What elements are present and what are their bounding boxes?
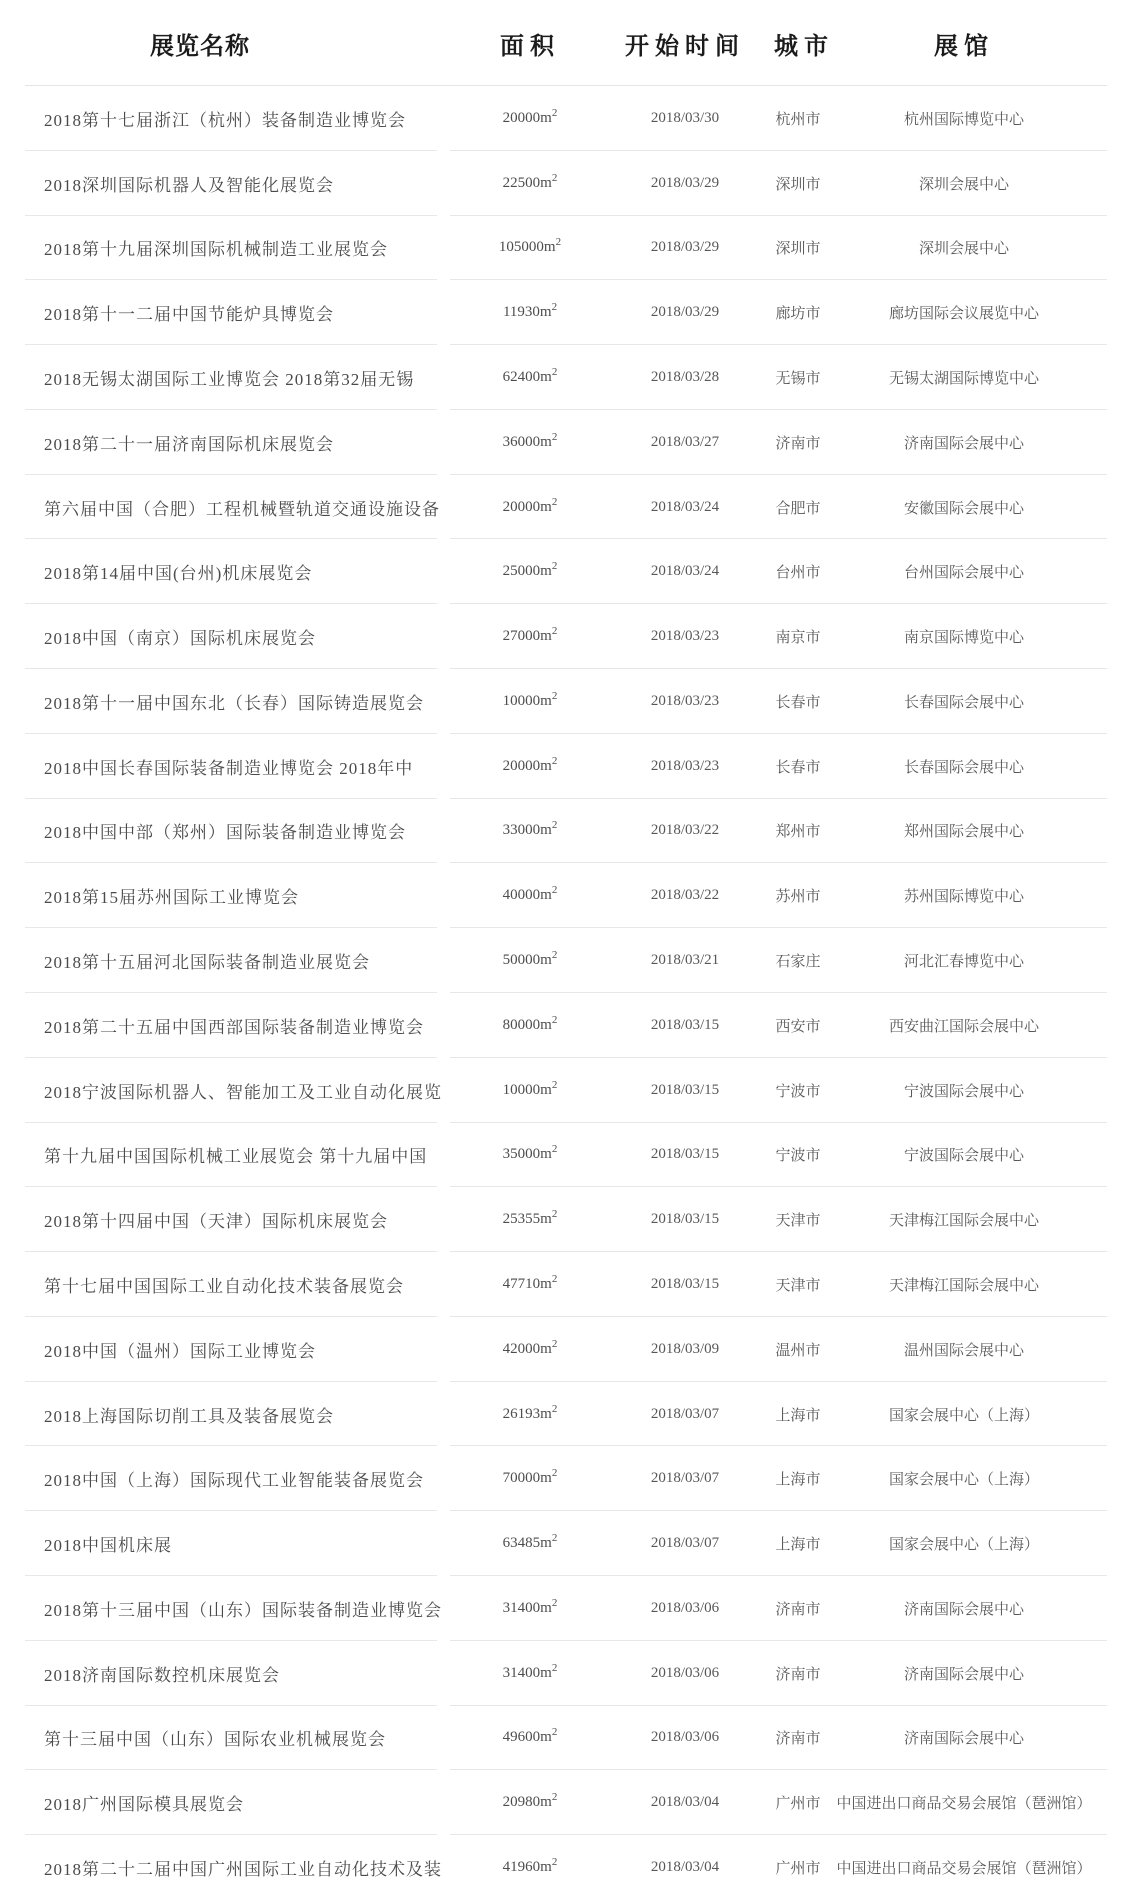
exhibition-table-body bbox=[0, 86, 1132, 1900]
exhibition-name-cell[interactable]: 2018第二十二届中国广州国际工业自动化技术及装 bbox=[44, 1859, 442, 1879]
exhibition-start-date-cell: 2018/03/15 bbox=[650, 1146, 720, 1163]
table-row bbox=[0, 1446, 1132, 1511]
exhibition-name-cell[interactable]: 2018第十九届深圳国际机械制造工业展览会 bbox=[44, 240, 388, 260]
exhibition-venue-cell: 安徽国际会展中心 bbox=[903, 500, 1024, 517]
column-header-start-date: 开始时间 bbox=[625, 32, 745, 60]
exhibition-venue-cell: 宁波国际会展中心 bbox=[903, 1148, 1024, 1165]
exhibition-area-cell: $70000m^2$ bbox=[502, 1467, 558, 1487]
exhibition-area-cell: $10000m^2$ bbox=[502, 1078, 558, 1098]
exhibition-start-date-cell: 2018/03/15 bbox=[650, 1211, 720, 1228]
table-row bbox=[0, 1382, 1132, 1447]
table-row bbox=[0, 604, 1132, 669]
exhibition-city-cell: 济南市 bbox=[775, 1666, 821, 1683]
exhibition-area-cell: $36000m^2$ bbox=[502, 430, 558, 450]
exhibition-venue-cell: 苏州国际博览中心 bbox=[903, 889, 1024, 906]
exhibition-venue-cell: 天津梅江国际会展中心 bbox=[888, 1213, 1039, 1230]
exhibition-venue-cell: 长春国际会展中心 bbox=[903, 759, 1024, 776]
exhibition-area-cell: $41960m^2$ bbox=[502, 1855, 558, 1875]
exhibition-venue-cell: 宁波国际会展中心 bbox=[903, 1083, 1024, 1100]
table-row bbox=[0, 669, 1132, 734]
exhibition-venue-cell: 温州国际会展中心 bbox=[903, 1342, 1024, 1359]
exhibition-venue-cell: 廊坊国际会议展览中心 bbox=[888, 306, 1039, 323]
table-row bbox=[0, 1641, 1132, 1706]
exhibition-venue-cell: 西安曲江国际会展中心 bbox=[888, 1018, 1039, 1035]
exhibition-start-date-cell: 2018/03/04 bbox=[650, 1794, 720, 1811]
exhibition-name-cell[interactable]: 2018第十三届中国（山东）国际装备制造业博览会 bbox=[44, 1600, 442, 1620]
exhibition-name-cell[interactable]: 2018第15届苏州国际工业博览会 bbox=[44, 888, 299, 908]
table-row bbox=[0, 1123, 1132, 1188]
exhibition-venue-cell: 天津梅江国际会展中心 bbox=[888, 1277, 1039, 1294]
exhibition-area-cell: $35000m^2$ bbox=[502, 1143, 558, 1163]
exhibition-area-cell: $31400m^2$ bbox=[502, 1596, 558, 1616]
exhibition-venue-cell: 河北汇春博览中心 bbox=[903, 954, 1024, 971]
exhibition-name-cell[interactable]: 2018第十一二届中国节能炉具博览会 bbox=[44, 305, 334, 325]
exhibition-venue-cell: 深圳会展中心 bbox=[918, 176, 1009, 193]
exhibition-city-cell: 南京市 bbox=[775, 630, 821, 647]
exhibition-name-cell[interactable]: 2018中国机床展 bbox=[44, 1536, 172, 1556]
table-row bbox=[0, 539, 1132, 604]
exhibition-name-cell[interactable]: 2018上海国际切削工具及装备展览会 bbox=[44, 1406, 334, 1426]
exhibition-city-cell: 石家庄 bbox=[775, 954, 821, 971]
exhibition-name-cell[interactable]: 第十七届中国国际工业自动化技术装备展览会 bbox=[44, 1276, 404, 1296]
exhibition-area-cell: $62400m^2$ bbox=[502, 366, 558, 386]
exhibition-venue-cell: 中国进出口商品交易会展馆（琶洲馆） bbox=[836, 1796, 1092, 1813]
exhibition-area-cell: $49600m^2$ bbox=[502, 1726, 558, 1746]
table-row bbox=[0, 734, 1132, 799]
exhibition-start-date-cell: 2018/03/28 bbox=[650, 369, 720, 386]
exhibition-city-cell: 济南市 bbox=[775, 1601, 821, 1618]
exhibition-start-date-cell: 2018/03/29 bbox=[650, 239, 720, 256]
table-row bbox=[0, 1187, 1132, 1252]
exhibition-venue-cell: 深圳会展中心 bbox=[918, 241, 1009, 258]
table-row bbox=[0, 1511, 1132, 1576]
exhibition-venue-cell: 国家会展中心（上海） bbox=[888, 1537, 1039, 1554]
exhibition-area-cell: $40000m^2$ bbox=[502, 884, 558, 904]
table-row bbox=[0, 1706, 1132, 1771]
exhibition-start-date-cell: 2018/03/29 bbox=[650, 304, 720, 321]
exhibition-city-cell: 廊坊市 bbox=[775, 306, 821, 323]
exhibition-area-cell: $50000m^2$ bbox=[502, 949, 558, 969]
exhibition-city-cell: 苏州市 bbox=[775, 889, 821, 906]
exhibition-venue-cell: 济南国际会展中心 bbox=[903, 435, 1024, 452]
exhibition-name-cell[interactable]: 2018第十七届浙江（杭州）装备制造业博览会 bbox=[44, 110, 406, 130]
exhibition-venue-cell: 长春国际会展中心 bbox=[903, 694, 1024, 711]
exhibition-venue-cell: 济南国际会展中心 bbox=[903, 1731, 1024, 1748]
exhibition-name-cell[interactable]: 第六届中国（合肥）工程机械暨轨道交通设施设备 bbox=[44, 499, 440, 519]
exhibition-venue-cell: 济南国际会展中心 bbox=[903, 1666, 1024, 1683]
exhibition-name-cell[interactable]: 2018广州国际模具展览会 bbox=[44, 1795, 244, 1815]
exhibition-name-cell[interactable]: 2018中国长春国际装备制造业博览会 2018年中 bbox=[44, 758, 414, 778]
exhibition-area-cell: $42000m^2$ bbox=[502, 1337, 558, 1357]
table-row bbox=[0, 151, 1132, 216]
exhibition-city-cell: 上海市 bbox=[775, 1407, 821, 1424]
exhibition-start-date-cell: 2018/03/06 bbox=[650, 1729, 720, 1746]
exhibition-start-date-cell: 2018/03/06 bbox=[650, 1599, 720, 1616]
table-row bbox=[0, 1252, 1132, 1317]
exhibition-start-date-cell: 2018/03/07 bbox=[650, 1470, 720, 1487]
exhibition-area-cell: $20000m^2$ bbox=[502, 754, 558, 774]
exhibition-venue-cell: 国家会展中心（上海） bbox=[888, 1472, 1039, 1489]
exhibition-area-cell: $31400m^2$ bbox=[502, 1661, 558, 1681]
exhibition-start-date-cell: 2018/03/29 bbox=[650, 174, 720, 191]
exhibition-name-cell[interactable]: 2018第二十一届济南国际机床展览会 bbox=[44, 434, 334, 454]
exhibition-city-cell: 长春市 bbox=[775, 694, 821, 711]
exhibition-city-cell: 广州市 bbox=[775, 1860, 821, 1877]
exhibition-start-date-cell: 2018/03/30 bbox=[650, 109, 720, 126]
table-row bbox=[0, 1576, 1132, 1641]
exhibition-name-cell[interactable]: 2018第十一届中国东北（长春）国际铸造展览会 bbox=[44, 693, 424, 713]
exhibition-start-date-cell: 2018/03/23 bbox=[650, 757, 720, 774]
exhibition-venue-cell: 台州国际会展中心 bbox=[903, 565, 1024, 582]
exhibition-start-date-cell: 2018/03/07 bbox=[650, 1405, 720, 1422]
exhibition-start-date-cell: 2018/03/09 bbox=[650, 1340, 720, 1357]
exhibition-city-cell: 广州市 bbox=[775, 1796, 821, 1813]
exhibition-area-cell: $10000m^2$ bbox=[502, 689, 558, 709]
exhibition-area-cell: $27000m^2$ bbox=[502, 625, 558, 645]
exhibition-venue-cell: 南京国际博览中心 bbox=[903, 630, 1024, 647]
exhibition-name-cell[interactable]: 2018第14届中国(台州)机床展览会 bbox=[44, 564, 313, 584]
exhibition-venue-cell: 济南国际会展中心 bbox=[903, 1601, 1024, 1618]
exhibition-city-cell: 天津市 bbox=[775, 1277, 821, 1294]
exhibition-area-cell: $20000m^2$ bbox=[502, 495, 558, 515]
exhibition-start-date-cell: 2018/03/22 bbox=[650, 822, 720, 839]
exhibition-city-cell: 杭州市 bbox=[775, 111, 821, 128]
exhibition-start-date-cell: 2018/03/27 bbox=[650, 433, 720, 450]
exhibition-area-cell: $105000m^2$ bbox=[498, 236, 562, 256]
exhibition-city-cell: 无锡市 bbox=[775, 371, 821, 388]
exhibition-area-cell: $25000m^2$ bbox=[502, 560, 558, 580]
exhibition-start-date-cell: 2018/03/21 bbox=[650, 952, 720, 969]
exhibition-venue-cell: 郑州国际会展中心 bbox=[903, 824, 1024, 841]
exhibition-city-cell: 济南市 bbox=[775, 1731, 821, 1748]
exhibition-name-cell[interactable]: 第十三届中国（山东）国际农业机械展览会 bbox=[44, 1730, 386, 1750]
exhibition-venue-cell: 国家会展中心（上海） bbox=[888, 1407, 1039, 1424]
exhibition-venue-cell: 无锡太湖国际博览中心 bbox=[888, 371, 1039, 388]
exhibition-start-date-cell: 2018/03/23 bbox=[650, 692, 720, 709]
exhibition-city-cell: 宁波市 bbox=[775, 1083, 821, 1100]
exhibition-start-date-cell: 2018/03/15 bbox=[650, 1016, 720, 1033]
exhibition-name-cell[interactable]: 2018第十四届中国（天津）国际机床展览会 bbox=[44, 1212, 388, 1232]
exhibition-venue-cell: 杭州国际博览中心 bbox=[903, 111, 1024, 128]
column-header-city: 城市 bbox=[774, 32, 834, 60]
table-row bbox=[0, 216, 1132, 281]
exhibition-start-date-cell: 2018/03/22 bbox=[650, 887, 720, 904]
table-row bbox=[0, 799, 1132, 864]
table-row bbox=[0, 280, 1132, 345]
exhibition-area-cell: $63485m^2$ bbox=[502, 1532, 558, 1552]
exhibition-start-date-cell: 2018/03/06 bbox=[650, 1664, 720, 1681]
table-row bbox=[0, 345, 1132, 410]
exhibition-name-cell[interactable]: 2018中国（南京）国际机床展览会 bbox=[44, 629, 316, 649]
exhibition-area-cell: $26193m^2$ bbox=[502, 1402, 558, 1422]
exhibition-city-cell: 台州市 bbox=[775, 565, 821, 582]
exhibition-area-cell: $33000m^2$ bbox=[502, 819, 558, 839]
table-row bbox=[0, 1835, 1132, 1900]
table-header-row bbox=[0, 0, 1132, 86]
table-row bbox=[0, 475, 1132, 540]
exhibition-city-cell: 温州市 bbox=[775, 1342, 821, 1359]
exhibition-start-date-cell: 2018/03/07 bbox=[650, 1535, 720, 1552]
exhibition-city-cell: 郑州市 bbox=[775, 824, 821, 841]
exhibition-city-cell: 深圳市 bbox=[775, 241, 821, 258]
column-header-area: 面积 bbox=[500, 32, 560, 60]
exhibition-name-cell[interactable]: 2018第十五届河北国际装备制造业展览会 bbox=[44, 953, 370, 973]
exhibition-start-date-cell: 2018/03/24 bbox=[650, 563, 720, 580]
exhibition-city-cell: 上海市 bbox=[775, 1472, 821, 1489]
exhibition-city-cell: 宁波市 bbox=[775, 1148, 821, 1165]
table-row bbox=[0, 1058, 1132, 1123]
exhibition-area-cell: $20000m^2$ bbox=[502, 106, 558, 126]
exhibition-start-date-cell: 2018/03/15 bbox=[650, 1081, 720, 1098]
column-header-venue: 展馆 bbox=[934, 32, 994, 60]
exhibition-name-cell[interactable]: 2018中国（温州）国际工业博览会 bbox=[44, 1341, 316, 1361]
exhibition-start-date-cell: 2018/03/04 bbox=[650, 1858, 720, 1875]
exhibition-name-cell[interactable]: 2018深圳国际机器人及智能化展览会 bbox=[44, 175, 334, 195]
exhibition-city-cell: 天津市 bbox=[775, 1213, 821, 1230]
exhibition-city-cell: 济南市 bbox=[775, 435, 821, 452]
exhibition-area-cell: $22500m^2$ bbox=[502, 171, 558, 191]
table-row bbox=[0, 1317, 1132, 1382]
exhibition-name-cell[interactable]: 2018无锡太湖国际工业博览会 2018第32届无锡 bbox=[44, 370, 415, 390]
exhibition-name-cell[interactable]: 2018第二十五届中国西部国际装备制造业博览会 bbox=[44, 1017, 424, 1037]
exhibition-city-cell: 上海市 bbox=[775, 1537, 821, 1554]
exhibition-area-cell: $20980m^2$ bbox=[502, 1791, 558, 1811]
exhibition-city-cell: 深圳市 bbox=[775, 176, 821, 193]
exhibition-area-cell: $47710m^2$ bbox=[502, 1272, 558, 1292]
exhibition-start-date-cell: 2018/03/23 bbox=[650, 628, 720, 645]
table-row bbox=[0, 410, 1132, 475]
exhibition-city-cell: 长春市 bbox=[775, 759, 821, 776]
exhibition-name-cell[interactable]: 2018中国中部（郑州）国际装备制造业博览会 bbox=[44, 823, 406, 843]
exhibition-area-cell: $25355m^2$ bbox=[502, 1208, 558, 1228]
table-row bbox=[0, 928, 1132, 993]
column-header-exhibition-name: 展览名称 bbox=[150, 32, 250, 60]
exhibition-venue-cell: 中国进出口商品交易会展馆（琶洲馆） bbox=[836, 1860, 1092, 1877]
table-row bbox=[0, 86, 1132, 151]
exhibition-start-date-cell: 2018/03/15 bbox=[650, 1275, 720, 1292]
exhibition-start-date-cell: 2018/03/24 bbox=[650, 498, 720, 515]
exhibition-city-cell: 西安市 bbox=[775, 1018, 821, 1035]
exhibition-area-cell: $80000m^2$ bbox=[502, 1013, 558, 1033]
table-row bbox=[0, 1770, 1132, 1835]
exhibition-name-cell[interactable]: 2018宁波国际机器人、智能加工及工业自动化展览 bbox=[44, 1082, 442, 1102]
table-row bbox=[0, 993, 1132, 1058]
exhibition-city-cell: 合肥市 bbox=[775, 500, 821, 517]
exhibition-name-cell[interactable]: 2018济南国际数控机床展览会 bbox=[44, 1665, 280, 1685]
exhibition-name-cell[interactable]: 第十九届中国国际机械工业展览会 第十九届中国 bbox=[44, 1147, 428, 1167]
table-row bbox=[0, 863, 1132, 928]
exhibition-name-cell[interactable]: 2018中国（上海）国际现代工业智能装备展览会 bbox=[44, 1471, 424, 1491]
exhibition-area-cell: $11930m^2$ bbox=[502, 301, 558, 321]
